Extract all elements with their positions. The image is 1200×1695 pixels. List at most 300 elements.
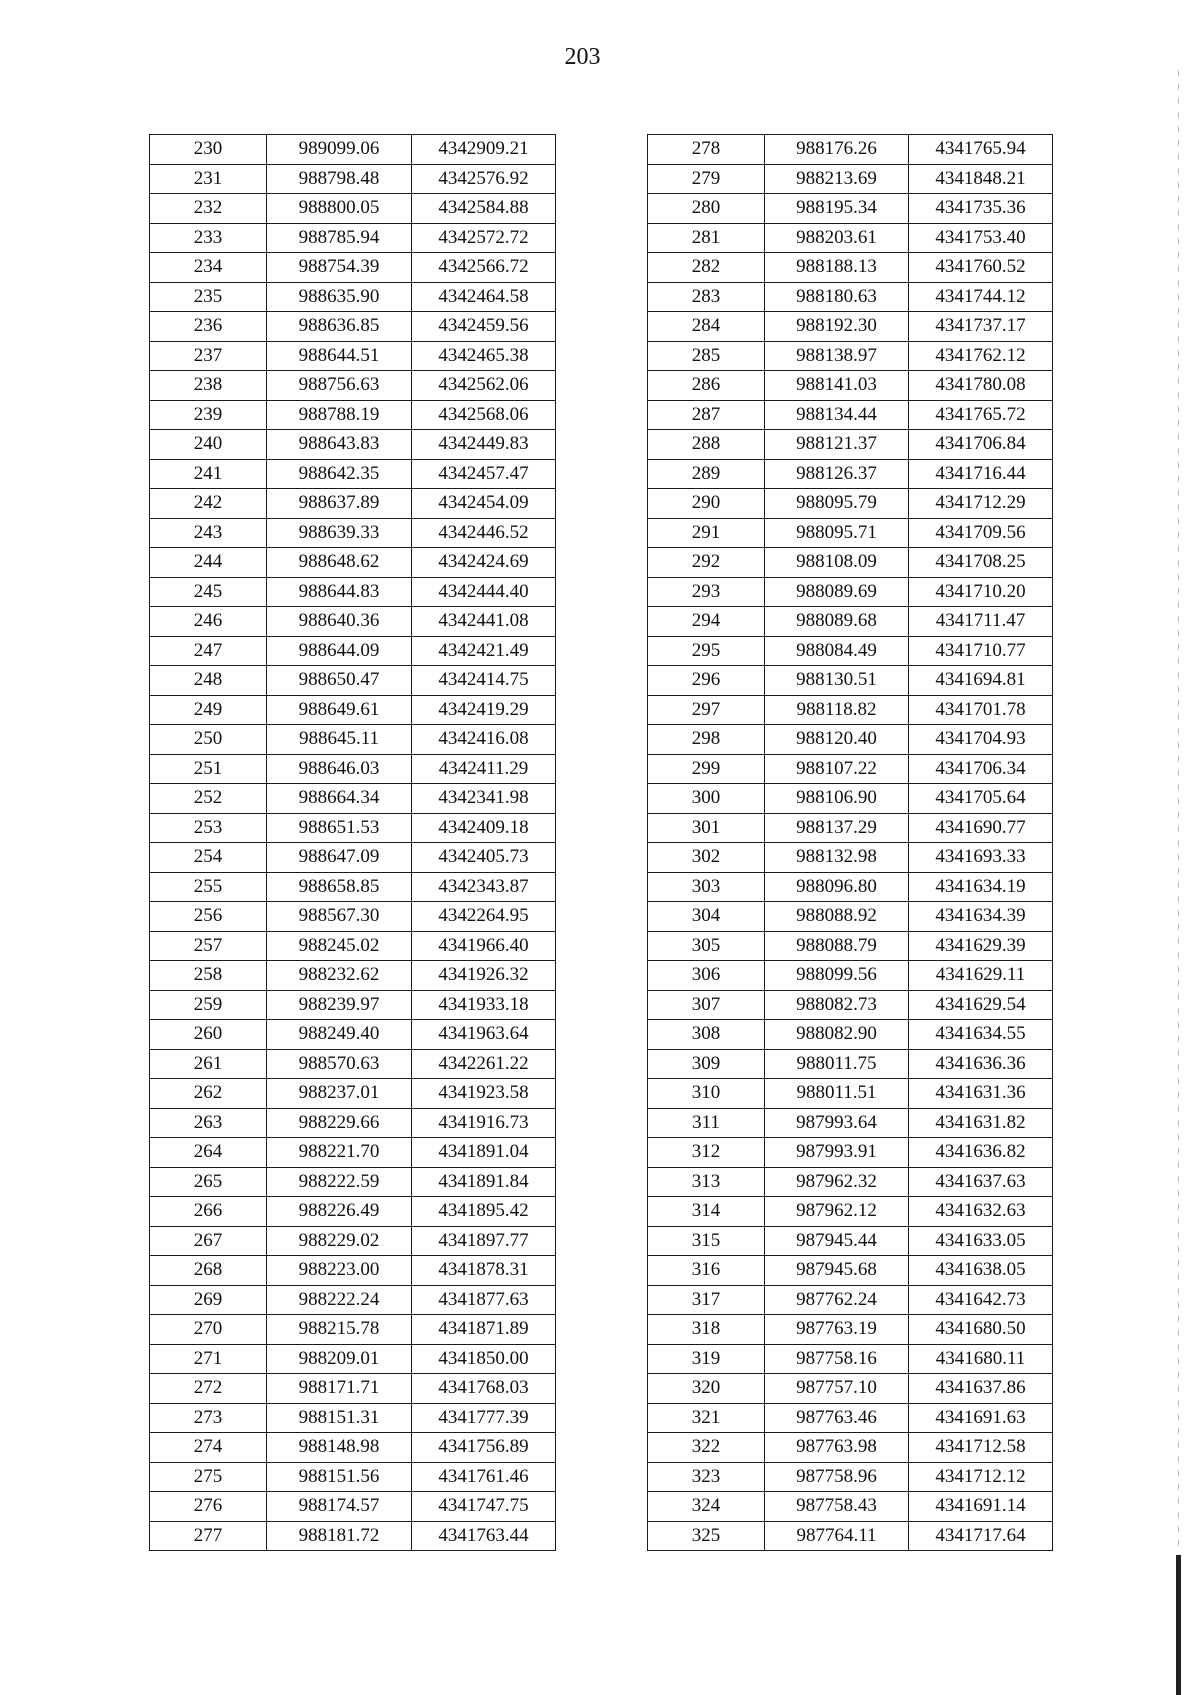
point-number-cell: 320: [648, 1374, 765, 1404]
y-coordinate-cell: 4341704.93: [909, 725, 1053, 755]
y-coordinate-cell: 4341871.89: [412, 1315, 556, 1345]
y-coordinate-cell: 4341708.25: [909, 548, 1053, 578]
point-number-cell: 253: [150, 813, 267, 843]
x-coordinate-cell: 988088.79: [765, 931, 909, 961]
point-number-cell: 262: [150, 1079, 267, 1109]
table-row: [150, 312, 556, 342]
table-row: [150, 430, 556, 460]
x-coordinate-cell: 988151.31: [267, 1403, 412, 1433]
x-coordinate-cell: 988800.05: [267, 194, 412, 224]
y-coordinate-cell: 4341716.44: [909, 459, 1053, 489]
point-number-cell: 290: [648, 489, 765, 519]
x-coordinate-cell: 988176.26: [765, 135, 909, 165]
table-row: [648, 459, 1053, 489]
x-coordinate-cell: 988171.71: [267, 1374, 412, 1404]
point-number-cell: 255: [150, 872, 267, 902]
y-coordinate-cell: 4341680.50: [909, 1315, 1053, 1345]
y-coordinate-cell: 4342441.08: [412, 607, 556, 637]
point-number-cell: 298: [648, 725, 765, 755]
point-number-cell: 254: [150, 843, 267, 873]
x-coordinate-cell: 988226.49: [267, 1197, 412, 1227]
x-coordinate-cell: 988650.47: [267, 666, 412, 696]
table-row: [150, 872, 556, 902]
y-coordinate-cell: 4342464.58: [412, 282, 556, 312]
table-row: [648, 1374, 1053, 1404]
x-coordinate-cell: 987945.68: [765, 1256, 909, 1286]
y-coordinate-cell: 4341709.56: [909, 518, 1053, 548]
point-number-cell: 282: [648, 253, 765, 283]
point-number-cell: 303: [648, 872, 765, 902]
point-number-cell: 297: [648, 695, 765, 725]
point-number-cell: 268: [150, 1256, 267, 1286]
x-coordinate-cell: 988567.30: [267, 902, 412, 932]
table-row: [648, 548, 1053, 578]
y-coordinate-cell: 4342411.29: [412, 754, 556, 784]
y-coordinate-cell: 4341694.81: [909, 666, 1053, 696]
table-row: [648, 194, 1053, 224]
point-number-cell: 257: [150, 931, 267, 961]
table-row: [150, 341, 556, 371]
table-row: [648, 813, 1053, 843]
x-coordinate-cell: 988642.35: [267, 459, 412, 489]
table-row: [150, 1138, 556, 1168]
coordinates-table-right: [647, 134, 1053, 1551]
y-coordinate-cell: 4341765.94: [909, 135, 1053, 165]
x-coordinate-cell: 988239.97: [267, 990, 412, 1020]
x-coordinate-cell: 987764.11: [765, 1521, 909, 1551]
table-row: [648, 518, 1053, 548]
y-coordinate-cell: 4341693.33: [909, 843, 1053, 873]
y-coordinate-cell: 4342465.38: [412, 341, 556, 371]
x-coordinate-cell: 988245.02: [267, 931, 412, 961]
x-coordinate-cell: 988645.11: [267, 725, 412, 755]
coordinates-table-left-body: [150, 135, 556, 1551]
table-row: [648, 725, 1053, 755]
point-number-cell: 259: [150, 990, 267, 1020]
y-coordinate-cell: 4341637.86: [909, 1374, 1053, 1404]
y-coordinate-cell: 4342419.29: [412, 695, 556, 725]
x-coordinate-cell: 988222.59: [267, 1167, 412, 1197]
y-coordinate-cell: 4342341.98: [412, 784, 556, 814]
y-coordinate-cell: 4342261.22: [412, 1049, 556, 1079]
y-coordinate-cell: 4341712.58: [909, 1433, 1053, 1463]
x-coordinate-cell: 988640.36: [267, 607, 412, 637]
x-coordinate-cell: 988107.22: [765, 754, 909, 784]
y-coordinate-cell: 4341631.36: [909, 1079, 1053, 1109]
table-row: [150, 1433, 556, 1463]
x-coordinate-cell: 987758.96: [765, 1462, 909, 1492]
table-row: [150, 666, 556, 696]
x-coordinate-cell: 988635.90: [267, 282, 412, 312]
y-coordinate-cell: 4342405.73: [412, 843, 556, 873]
point-number-cell: 285: [648, 341, 765, 371]
table-row: [648, 990, 1053, 1020]
y-coordinate-cell: 4342416.08: [412, 725, 556, 755]
y-coordinate-cell: 4342414.75: [412, 666, 556, 696]
point-number-cell: 252: [150, 784, 267, 814]
table-row: [648, 1403, 1053, 1433]
point-number-cell: 231: [150, 164, 267, 194]
x-coordinate-cell: 988636.85: [267, 312, 412, 342]
y-coordinate-cell: 4341712.29: [909, 489, 1053, 519]
y-coordinate-cell: 4341926.32: [412, 961, 556, 991]
y-coordinate-cell: 4341850.00: [412, 1344, 556, 1374]
table-row: [150, 990, 556, 1020]
point-number-cell: 318: [648, 1315, 765, 1345]
table-row: [150, 1049, 556, 1079]
table-row: [150, 1492, 556, 1522]
point-number-cell: 317: [648, 1285, 765, 1315]
x-coordinate-cell: 988188.13: [765, 253, 909, 283]
point-number-cell: 280: [648, 194, 765, 224]
x-coordinate-cell: 988099.56: [765, 961, 909, 991]
point-number-cell: 288: [648, 430, 765, 460]
table-row: [150, 1256, 556, 1286]
x-coordinate-cell: 988134.44: [765, 400, 909, 430]
table-row: [150, 725, 556, 755]
x-coordinate-cell: 988106.90: [765, 784, 909, 814]
table-row: [648, 666, 1053, 696]
y-coordinate-cell: 4342566.72: [412, 253, 556, 283]
point-number-cell: 284: [648, 312, 765, 342]
table-row: [648, 341, 1053, 371]
y-coordinate-cell: 4342584.88: [412, 194, 556, 224]
x-coordinate-cell: 987758.43: [765, 1492, 909, 1522]
point-number-cell: 292: [648, 548, 765, 578]
y-coordinate-cell: 4341642.73: [909, 1285, 1053, 1315]
table-row: [648, 1492, 1053, 1522]
point-number-cell: 273: [150, 1403, 267, 1433]
point-number-cell: 286: [648, 371, 765, 401]
table-row: [150, 961, 556, 991]
table-row: [150, 843, 556, 873]
x-coordinate-cell: 989099.06: [267, 135, 412, 165]
y-coordinate-cell: 4341737.17: [909, 312, 1053, 342]
table-row: [150, 489, 556, 519]
y-coordinate-cell: 4341629.39: [909, 931, 1053, 961]
point-number-cell: 283: [648, 282, 765, 312]
table-row: [150, 1226, 556, 1256]
table-row: [648, 223, 1053, 253]
x-coordinate-cell: 987763.46: [765, 1403, 909, 1433]
x-coordinate-cell: 987993.64: [765, 1108, 909, 1138]
point-number-cell: 261: [150, 1049, 267, 1079]
y-coordinate-cell: 4342576.92: [412, 164, 556, 194]
y-coordinate-cell: 4341701.78: [909, 695, 1053, 725]
point-number-cell: 325: [648, 1521, 765, 1551]
x-coordinate-cell: 988174.57: [267, 1492, 412, 1522]
table-row: [648, 430, 1053, 460]
coordinates-table-right-body: [648, 135, 1053, 1551]
x-coordinate-cell: 988181.72: [267, 1521, 412, 1551]
y-coordinate-cell: 4341747.75: [412, 1492, 556, 1522]
point-number-cell: 293: [648, 577, 765, 607]
y-coordinate-cell: 4341897.77: [412, 1226, 556, 1256]
y-coordinate-cell: 4341760.52: [909, 253, 1053, 283]
point-number-cell: 239: [150, 400, 267, 430]
table-row: [150, 282, 556, 312]
table-row: [648, 371, 1053, 401]
y-coordinate-cell: 4341706.84: [909, 430, 1053, 460]
x-coordinate-cell: 988232.62: [267, 961, 412, 991]
x-coordinate-cell: 988089.69: [765, 577, 909, 607]
x-coordinate-cell: 988754.39: [267, 253, 412, 283]
table-row: [648, 1285, 1053, 1315]
y-coordinate-cell: 4341768.03: [412, 1374, 556, 1404]
x-coordinate-cell: 988222.24: [267, 1285, 412, 1315]
point-number-cell: 309: [648, 1049, 765, 1079]
x-coordinate-cell: 987758.16: [765, 1344, 909, 1374]
table-row: [648, 784, 1053, 814]
table-row: [648, 872, 1053, 902]
y-coordinate-cell: 4341636.36: [909, 1049, 1053, 1079]
x-coordinate-cell: 988130.51: [765, 666, 909, 696]
x-coordinate-cell: 987945.44: [765, 1226, 909, 1256]
point-number-cell: 248: [150, 666, 267, 696]
point-number-cell: 287: [648, 400, 765, 430]
point-number-cell: 307: [648, 990, 765, 1020]
point-number-cell: 312: [648, 1138, 765, 1168]
point-number-cell: 311: [648, 1108, 765, 1138]
x-coordinate-cell: 988221.70: [267, 1138, 412, 1168]
table-row: [150, 577, 556, 607]
table-row: [648, 695, 1053, 725]
y-coordinate-cell: 4341895.42: [412, 1197, 556, 1227]
point-number-cell: 310: [648, 1079, 765, 1109]
x-coordinate-cell: 988651.53: [267, 813, 412, 843]
point-number-cell: 306: [648, 961, 765, 991]
x-coordinate-cell: 988082.73: [765, 990, 909, 1020]
y-coordinate-cell: 4341634.55: [909, 1020, 1053, 1050]
table-row: [648, 1079, 1053, 1109]
table-row: [150, 518, 556, 548]
x-coordinate-cell: 988785.94: [267, 223, 412, 253]
point-number-cell: 291: [648, 518, 765, 548]
table-row: [648, 312, 1053, 342]
x-coordinate-cell: 988011.51: [765, 1079, 909, 1109]
y-coordinate-cell: 4341762.12: [909, 341, 1053, 371]
table-row: [648, 902, 1053, 932]
table-row: [648, 636, 1053, 666]
x-coordinate-cell: 988096.80: [765, 872, 909, 902]
y-coordinate-cell: 4341711.47: [909, 607, 1053, 637]
page-number: 203: [564, 44, 601, 70]
point-number-cell: 295: [648, 636, 765, 666]
x-coordinate-cell: 988126.37: [765, 459, 909, 489]
table-row: [648, 164, 1053, 194]
y-coordinate-cell: 4341933.18: [412, 990, 556, 1020]
point-number-cell: 302: [648, 843, 765, 873]
table-row: [150, 784, 556, 814]
x-coordinate-cell: 988229.02: [267, 1226, 412, 1256]
table-row: [150, 1462, 556, 1492]
y-coordinate-cell: 4342909.21: [412, 135, 556, 165]
y-coordinate-cell: 4342424.69: [412, 548, 556, 578]
table-row: [150, 1285, 556, 1315]
table-row: [150, 1315, 556, 1345]
table-row: [150, 1197, 556, 1227]
table-row: [648, 1108, 1053, 1138]
point-number-cell: 265: [150, 1167, 267, 1197]
point-number-cell: 244: [150, 548, 267, 578]
x-coordinate-cell: 988223.00: [267, 1256, 412, 1286]
x-coordinate-cell: 988118.82: [765, 695, 909, 725]
scan-edge-shadow: [1176, 1555, 1181, 1695]
point-number-cell: 301: [648, 813, 765, 843]
point-number-cell: 249: [150, 695, 267, 725]
table-row: [648, 577, 1053, 607]
table-row: [648, 1226, 1053, 1256]
table-row: [648, 1344, 1053, 1374]
point-number-cell: 256: [150, 902, 267, 932]
y-coordinate-cell: 4341735.36: [909, 194, 1053, 224]
x-coordinate-cell: 988237.01: [267, 1079, 412, 1109]
x-coordinate-cell: 988082.90: [765, 1020, 909, 1050]
x-coordinate-cell: 987763.19: [765, 1315, 909, 1345]
table-row: [150, 695, 556, 725]
x-coordinate-cell: 987962.12: [765, 1197, 909, 1227]
table-row: [648, 1315, 1053, 1345]
point-number-cell: 271: [150, 1344, 267, 1374]
table-row: [150, 754, 556, 784]
point-number-cell: 315: [648, 1226, 765, 1256]
table-row: [150, 164, 556, 194]
y-coordinate-cell: 4342459.56: [412, 312, 556, 342]
y-coordinate-cell: 4342568.06: [412, 400, 556, 430]
x-coordinate-cell: 988644.09: [267, 636, 412, 666]
table-row: [150, 636, 556, 666]
table-row: [150, 1521, 556, 1551]
table-row: [150, 1108, 556, 1138]
x-coordinate-cell: 988095.79: [765, 489, 909, 519]
x-coordinate-cell: 988788.19: [267, 400, 412, 430]
table-row: [648, 754, 1053, 784]
table-row: [648, 282, 1053, 312]
x-coordinate-cell: 988137.29: [765, 813, 909, 843]
y-coordinate-cell: 4341966.40: [412, 931, 556, 961]
y-coordinate-cell: 4342409.18: [412, 813, 556, 843]
point-number-cell: 250: [150, 725, 267, 755]
point-number-cell: 281: [648, 223, 765, 253]
x-coordinate-cell: 988203.61: [765, 223, 909, 253]
table-row: [150, 902, 556, 932]
x-coordinate-cell: 987757.10: [765, 1374, 909, 1404]
table-row: [648, 1521, 1053, 1551]
table-row: [150, 813, 556, 843]
x-coordinate-cell: 988132.98: [765, 843, 909, 873]
table-row: [150, 1020, 556, 1050]
y-coordinate-cell: 4342444.40: [412, 577, 556, 607]
point-number-cell: 296: [648, 666, 765, 696]
y-coordinate-cell: 4341753.40: [909, 223, 1053, 253]
x-coordinate-cell: 988643.83: [267, 430, 412, 460]
point-number-cell: 270: [150, 1315, 267, 1345]
x-coordinate-cell: 988141.03: [765, 371, 909, 401]
point-number-cell: 230: [150, 135, 267, 165]
y-coordinate-cell: 4341717.64: [909, 1521, 1053, 1551]
point-number-cell: 235: [150, 282, 267, 312]
y-coordinate-cell: 4341877.63: [412, 1285, 556, 1315]
table-row: [150, 1167, 556, 1197]
x-coordinate-cell: 988647.09: [267, 843, 412, 873]
table-row: [150, 371, 556, 401]
y-coordinate-cell: 4341780.08: [909, 371, 1053, 401]
point-number-cell: 242: [150, 489, 267, 519]
point-number-cell: 246: [150, 607, 267, 637]
point-number-cell: 263: [150, 1108, 267, 1138]
x-coordinate-cell: 988644.51: [267, 341, 412, 371]
table-row: [648, 400, 1053, 430]
table-row: [648, 607, 1053, 637]
table-row: [648, 1433, 1053, 1463]
x-coordinate-cell: 988213.69: [765, 164, 909, 194]
point-number-cell: 234: [150, 253, 267, 283]
point-number-cell: 251: [150, 754, 267, 784]
point-number-cell: 264: [150, 1138, 267, 1168]
point-number-cell: 313: [648, 1167, 765, 1197]
x-coordinate-cell: 988108.09: [765, 548, 909, 578]
x-coordinate-cell: 987762.24: [765, 1285, 909, 1315]
x-coordinate-cell: 988095.71: [765, 518, 909, 548]
y-coordinate-cell: 4341710.77: [909, 636, 1053, 666]
table-row: [150, 1374, 556, 1404]
point-number-cell: 267: [150, 1226, 267, 1256]
point-number-cell: 237: [150, 341, 267, 371]
table-row: [648, 1462, 1053, 1492]
y-coordinate-cell: 4342446.52: [412, 518, 556, 548]
point-number-cell: 269: [150, 1285, 267, 1315]
table-row: [648, 1020, 1053, 1050]
x-coordinate-cell: 988195.34: [765, 194, 909, 224]
table-row: [150, 607, 556, 637]
point-number-cell: 277: [150, 1521, 267, 1551]
x-coordinate-cell: 988192.30: [765, 312, 909, 342]
x-coordinate-cell: 988637.89: [267, 489, 412, 519]
y-coordinate-cell: 4342264.95: [412, 902, 556, 932]
y-coordinate-cell: 4341691.63: [909, 1403, 1053, 1433]
x-coordinate-cell: 988148.98: [267, 1433, 412, 1463]
point-number-cell: 294: [648, 607, 765, 637]
table-row: [150, 1079, 556, 1109]
point-number-cell: 323: [648, 1462, 765, 1492]
point-number-cell: 278: [648, 135, 765, 165]
table-row: [150, 135, 556, 165]
y-coordinate-cell: 4341878.31: [412, 1256, 556, 1286]
y-coordinate-cell: 4342343.87: [412, 872, 556, 902]
table-row: [150, 459, 556, 489]
point-number-cell: 272: [150, 1374, 267, 1404]
table-row: [150, 253, 556, 283]
table-row: [648, 489, 1053, 519]
y-coordinate-cell: 4341706.34: [909, 754, 1053, 784]
y-coordinate-cell: 4341744.12: [909, 282, 1053, 312]
y-coordinate-cell: 4341923.58: [412, 1079, 556, 1109]
point-number-cell: 321: [648, 1403, 765, 1433]
point-number-cell: 258: [150, 961, 267, 991]
point-number-cell: 314: [648, 1197, 765, 1227]
x-coordinate-cell: 988648.62: [267, 548, 412, 578]
y-coordinate-cell: 4341633.05: [909, 1226, 1053, 1256]
point-number-cell: 276: [150, 1492, 267, 1522]
table-row: [648, 931, 1053, 961]
x-coordinate-cell: 988570.63: [267, 1049, 412, 1079]
x-coordinate-cell: 988121.37: [765, 430, 909, 460]
y-coordinate-cell: 4342572.72: [412, 223, 556, 253]
point-number-cell: 240: [150, 430, 267, 460]
point-number-cell: 279: [648, 164, 765, 194]
point-number-cell: 238: [150, 371, 267, 401]
table-row: [150, 400, 556, 430]
